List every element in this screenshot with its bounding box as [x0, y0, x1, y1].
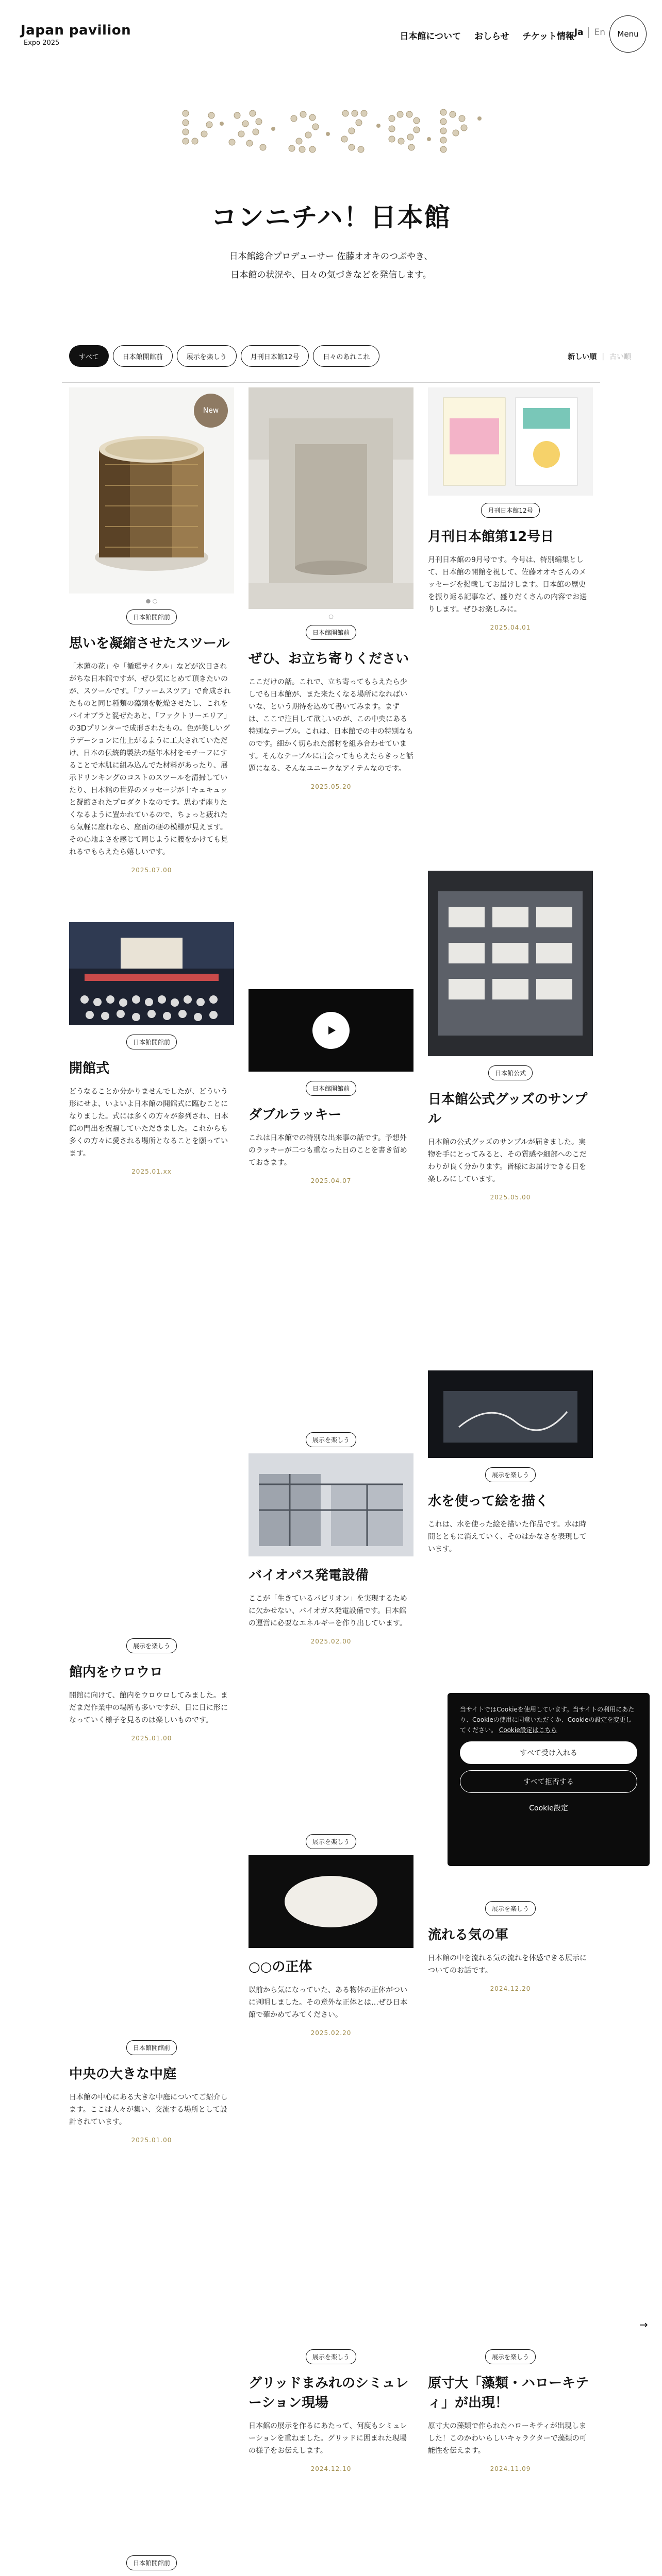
category-tag[interactable]: 日本館開館前 [126, 2555, 177, 2570]
article-video-thumb[interactable] [249, 989, 413, 1072]
logo-subtext: Expo 2025 [24, 39, 60, 47]
category-tag[interactable]: 展示を楽しう [306, 2349, 356, 2364]
article-title[interactable]: 原寸大「藻類・ハローキティ」が出現！ [428, 2376, 589, 2411]
article-body: 月刊日本館の9月号です。今号は、特別編集として、日本館の開館を祝して、佐藤オオキさんのメッセージを掲載してお届けします。日本館の歴史を振り返る記事など、盛りだくさんの内容でお送りします。ぜひお楽しみに。 [428, 556, 587, 614]
category-tag-wrap [428, 1901, 593, 1916]
new-badge: New [194, 394, 228, 428]
article-image [428, 871, 593, 1056]
filter-before-opening[interactable]: 日本館開館前 [113, 345, 173, 367]
article-title[interactable]: 開館式 [69, 1061, 110, 1076]
cookie-text [460, 1704, 637, 1735]
machinery-image [249, 1453, 413, 1556]
article-body: 「木蓮の花」や「循環サイクル」などが次日されがちな日本館ですが、ぜひ気にとめて頂きたいのが、スツールです。「ファームスツア」で育成されたものと同じ種類の藻類を乾燥させたし、これをバイオプラと混ぜたあと、「ファクトリーエリア」の3Dプリンターで成形されたもの。色が美しいグラデーションに仕上がるように工夫されていただけ、日本の伝統的製法の経年木材をモチーフにすることで木肌に組み込んでた材料があったり、展示ドリンキングのコストのスツールを清掃していたり、日本館の世界のメッセージが十キェキュッと凝縮されたプロダクトなのです。思わず座りたくなるように置かれているので、ちょっと疲れたら気軽に座れなら、座面の硬の模様が見えます。その心地よさを感じて同じように腰をかけても見れるでもらえたら嬉しいです。 [69, 663, 231, 856]
cookie-policy-link[interactable]: Cookie設定はこちら [499, 1726, 557, 1734]
logo-text: Japan pavilion [21, 23, 131, 38]
category-tag[interactable]: 展示を楽しう [485, 2349, 536, 2364]
category-tag[interactable]: 日本館開館前 [306, 1081, 356, 1096]
article-body: 日本館の中心にある大きな中庭についてご紹介します。ここは人々が集い、交流する場所として設計されています。 [69, 2093, 228, 2126]
page-description-line-2: 日本館の状況や、日々の気づきなどを発信します。 [230, 270, 432, 280]
article-card[interactable] [69, 922, 234, 1175]
article-date: 2025.04.01 [490, 624, 531, 631]
category-tag-wrap [249, 625, 413, 640]
category-tag-wrap [428, 503, 593, 518]
article-card[interactable] [249, 2349, 413, 2472]
category-tag-wrap [69, 1638, 234, 1653]
magazine-image [428, 387, 593, 496]
lang-ja[interactable]: Ja [574, 27, 584, 38]
category-tag-wrap [69, 609, 234, 624]
category-tag[interactable]: 展示を楽しう [306, 1834, 356, 1849]
article-image [249, 1453, 413, 1556]
carousel-dots[interactable]: ○ [328, 613, 334, 620]
category-tag-wrap [69, 1035, 234, 1049]
page-description-line-1: 日本館総合プロデューサー 佐藤オオキのつぶやき、 [229, 251, 433, 262]
article-card[interactable] [428, 2349, 593, 2472]
article-date: 2025.02.20 [310, 2029, 352, 2037]
article-image [69, 922, 234, 1025]
goods-image [428, 871, 593, 1056]
article-body: これは、水を使った絵を描いた作品です。水は時間とともに消えていく、そのはかなさを表現しています。 [428, 1520, 587, 1553]
category-tag[interactable]: 日本館開館前 [306, 625, 356, 640]
article-body: 原寸大の藻類で作られたハローキティが出現しました！このかわいらしいキャラクターで藻類の可能性を伝えます。 [428, 2422, 587, 2455]
article-card[interactable] [428, 1901, 593, 1992]
category-tag-wrap [249, 2349, 413, 2364]
article-image [249, 1855, 413, 1948]
article-body: ここだけの話。これで、立ち寄ってもらえたら少しでも日本館が、また来たくなる場所になればいいな、という期待を込めて書いてみます。まずは、ここで注目して欲しいのが、この中央にある特別なテーブル。これは、日本館での中の特別なものです。細かく切られた部材を組み合わせています。そんなテーブルに出会ってもらえたらきっと話題になる、そんなユニークなアイテムなのです。 [249, 678, 413, 773]
page-description [0, 247, 662, 284]
category-tag[interactable]: 展示を楽しう [485, 1901, 536, 1916]
article-card[interactable] [69, 2040, 234, 2144]
article-body: 日本館の中を流れる気の流れを体感できる展示についてのお話です。 [428, 1954, 587, 1975]
article-body: 以前から気になっていた、ある物体の正体がついに判明しました。その意外な正体とは…ぜひ日本館で確かめてみてください。 [249, 1986, 407, 2019]
article-card[interactable] [69, 2555, 234, 2576]
interior-image [249, 387, 413, 609]
category-filters [69, 345, 379, 367]
divider [62, 382, 600, 383]
category-tag-wrap [249, 1081, 413, 1096]
category-tag[interactable]: 月刊日本館12号 [481, 503, 539, 518]
article-date: 2025.05.00 [490, 1194, 531, 1201]
category-tag[interactable]: 展示を楽しう [126, 1638, 177, 1653]
nav-item-news[interactable]: おしらせ [474, 31, 509, 42]
article-title[interactable]: 水を使って絵を描く [428, 1494, 549, 1509]
article-image [428, 1370, 593, 1458]
article-image [69, 387, 234, 594]
article-title[interactable]: ぜひ、お立ち寄りください [249, 651, 409, 667]
object-image [249, 1855, 413, 1948]
lang-en[interactable]: En [594, 27, 605, 38]
article-body: 日本館の公式グッズのサンプルが届きました。実物を手にとってみると、その質感や細部へのこだわりが良く分かります。皆様にお届けできる日を楽しみにしています。 [428, 1138, 587, 1183]
filter-all[interactable]: すべて [69, 345, 109, 367]
article-date: 2025.01.xx [131, 1168, 172, 1175]
article-card[interactable] [249, 1834, 413, 2037]
site-header [0, 0, 662, 62]
cookie-accept-button[interactable]: すべて受け入れる [460, 1741, 637, 1764]
article-title[interactable]: ○○の正体 [249, 1959, 312, 1975]
ceremony-image [69, 922, 234, 1025]
hero-dotted-lettering-illustration [165, 103, 495, 160]
category-tag-wrap [69, 2040, 234, 2055]
site-logo[interactable] [21, 23, 131, 47]
filter-monthly[interactable]: 月刊日本館12号 [241, 345, 309, 367]
category-tag[interactable]: 展示を楽しう [485, 1467, 536, 1482]
article-image [249, 387, 413, 609]
article-date: 2025.01.00 [131, 1735, 172, 1742]
article-title[interactable]: ダブルラッキー [249, 1107, 342, 1123]
article-date: 2025.01.00 [131, 2137, 172, 2144]
category-tag[interactable]: 日本館公式 [488, 1065, 533, 1080]
article-card[interactable] [69, 387, 234, 874]
article-title[interactable]: 思いを凝縮させたスツール [69, 636, 230, 651]
category-tag-wrap [428, 1467, 593, 1482]
article-body: これは日本館での特別な出来事の話です。予想外のラッキーが二つも重なった日のことを書き留めておきます。 [249, 1134, 407, 1167]
article-title[interactable]: 館内をウロウロ [69, 1665, 163, 1680]
water-drawing-image [428, 1370, 593, 1458]
category-tag[interactable]: 日本館開館前 [126, 609, 177, 624]
article-body: 開館に向けて、館内をウロウロしてみました。まだまだ作業中の場所も多いですが、日に日に形になっていく様子を見るのは楽しいものです。 [69, 1691, 228, 1724]
article-date: 2025.04.07 [310, 1177, 352, 1184]
article-image [428, 387, 593, 496]
category-tag-wrap [428, 1065, 593, 1080]
carousel-dots[interactable]: ● ○ [145, 598, 158, 604]
sort-divider: | [602, 352, 604, 361]
category-tag-wrap [69, 2555, 234, 2570]
cookie-message: 当サイトではCookieを使用しています。当サイトの利用にあたり、Cookieの使用に同意いただくか、Cookieの設定を変更してください。 [460, 1706, 635, 1734]
nav-item-tickets[interactable]: チケット情報 [522, 31, 574, 42]
article-title[interactable]: グリッドまみれのシミュレーション現場 [249, 2376, 409, 2411]
article-title[interactable]: 日本館公式グッズのサンプル [428, 1092, 588, 1127]
menu-button[interactable]: Menu [609, 15, 647, 53]
article-date: 2024.11.09 [490, 2465, 531, 2472]
cookie-reject-button[interactable]: すべて拒否する [460, 1770, 637, 1793]
article-card[interactable] [428, 1370, 593, 1555]
category-tag[interactable]: 展示を楽しう [306, 1432, 356, 1447]
filter-daily[interactable]: 日々のあれこれ [313, 345, 379, 367]
page-title: コンニチハ！日本館 [211, 202, 451, 232]
lang-divider [588, 27, 589, 38]
sort-oldest[interactable]: 古い順 [609, 353, 631, 361]
article-body: ここが「生きているパビリオン」を実現するために欠かせない、バイオガス発電設備です。日本館の運営に必要なエネルギーを作り出しています。 [249, 1595, 407, 1628]
language-switcher [574, 27, 605, 38]
cookie-banner [448, 1693, 650, 1866]
article-title[interactable]: 月刊日本館第12号日 [428, 529, 554, 545]
article-title[interactable]: バイオパス発電設備 [249, 1568, 369, 1583]
article-date: 2025.07.00 [131, 867, 172, 874]
sort-control [568, 351, 631, 362]
nav-item-about[interactable]: 日本館について [400, 31, 461, 42]
category-tag[interactable]: 日本館開館前 [126, 2040, 177, 2055]
article-body: 日本館の展示を作るにあたって、何度もシミュレーションを重ねました。グリッドに囲まれた現場の様子をお伝えします。 [249, 2422, 407, 2455]
article-title[interactable]: 中央の大きな中庭 [69, 2066, 177, 2082]
article-title[interactable]: 流れる気の軍 [428, 1927, 509, 1943]
category-tag-wrap [249, 1432, 413, 1447]
arrow-right-icon[interactable]: → [639, 2318, 648, 2331]
play-icon[interactable] [312, 1012, 350, 1049]
article-card[interactable] [428, 387, 593, 631]
article-card[interactable] [249, 387, 413, 790]
article-body: どうなることか分かりませんでしたが、どういう形にせよ、いよいよ日本館の開館式に臨むことになりました。式には多くの方々が参列され、日本館の門出を祝福していただきました。これからも多くの方々に愛される場所となることを願っています。 [69, 1088, 228, 1158]
article-date: 2025.02.00 [310, 1638, 352, 1645]
category-tag[interactable]: 日本館開館前 [126, 1035, 177, 1049]
sort-newest[interactable]: 新しい順 [568, 353, 597, 361]
article-date: 2024.12.10 [310, 2465, 352, 2472]
cookie-settings-button[interactable]: Cookie設定 [529, 1804, 568, 1812]
article-date: 2025.05.20 [310, 783, 352, 790]
category-tag-wrap [428, 2349, 593, 2364]
category-tag-wrap [249, 1834, 413, 1849]
article-card[interactable] [428, 871, 593, 1201]
article-card[interactable] [69, 1638, 234, 1742]
article-card[interactable] [249, 1432, 413, 1645]
filter-exhibits[interactable]: 展示を楽しう [177, 345, 237, 367]
main-nav [400, 29, 574, 42]
article-card[interactable] [249, 989, 413, 1184]
article-date: 2024.12.20 [490, 1985, 531, 1992]
